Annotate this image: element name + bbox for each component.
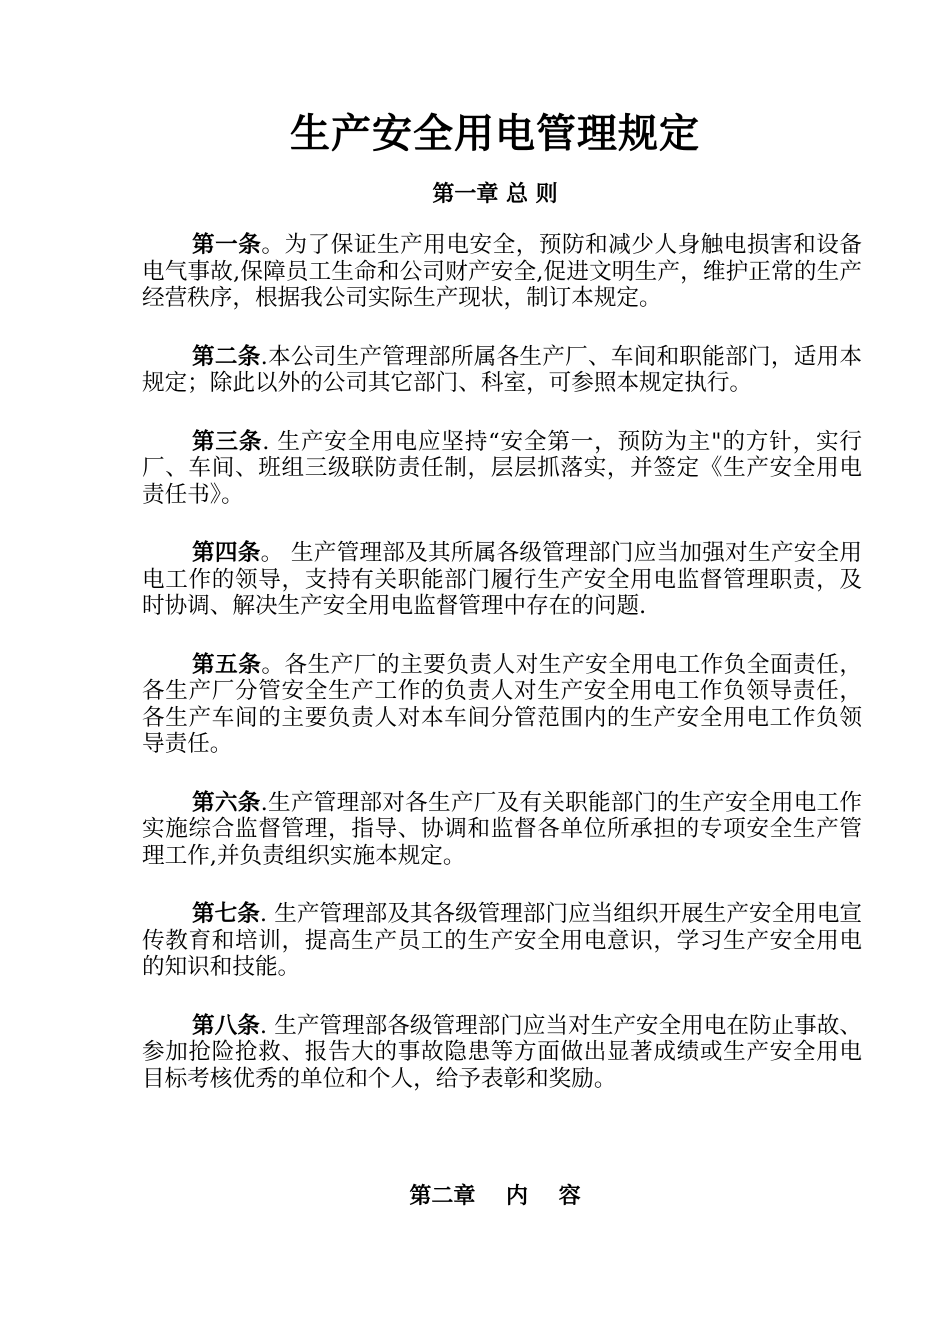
article-text: 。各生产厂的主要负责人对生产安全用电工作负全面责任，各生产厂分管安全生产工作的负责人对生产安全用电工作负领导责任，各生产车间的主要负责人对本车间分管范围内的生产安全用电工作负领导责任。 [142,651,863,757]
chapter-2-heading: 第二章 内 容 [409,1184,581,1209]
article-number: 第七条 [192,901,260,927]
article-list [142,232,862,1124]
article-number: 第三条 [192,428,263,455]
article-text: 。 生产管理部及其所属各级管理部门应当加强对生产安全用电工作的领导，支持有关职能部门履行生产安全用电监督管理职责，及时协调、解决生产安全用电监督管理中存在的问题. [142,540,863,619]
article-text: .生产管理部对各生产厂及有关职能部门的生产安全用电工作实施综合监督管理，指导、协调和监督各单位所承担的专项安全生产管理工作,并负责组织实施本规定。 [142,789,863,869]
article-text: . 生产管理部及其各级管理部门应当组织开展生产安全用电宣传教育和培训，提高生产员工的生产安全用电意识，学习生产安全用电的知识和技能。 [142,901,862,980]
chapter-1-heading: 第一章 总 则 [432,182,558,207]
article-8 [142,1013,862,1093]
article-4 [142,540,862,620]
article-number: 第五条 [192,651,262,678]
article-text: .本公司生产管理部所属各生产厂、车间和职能部门，适用本规定；除此以外的公司其它部门、科室，可参照本规定执行。 [142,343,863,396]
article-5 [142,652,862,758]
article-3 [142,429,862,509]
article-6 [142,790,862,870]
article-text: . 生产安全用电应坚持“安全第一，预防为主"的方针，实行厂、车间、班组三级联防责任制，层层抓落实，并签定《生产安全用电责任书》。 [142,428,862,508]
article-number: 第六条 [192,789,261,816]
article-text: 。为了保证生产用电安全，预防和减少人身触电损害和设备电气事故,保障员工生命和公司财产安全,促进文明生产，维护正常的生产经营秩序，根据我公司实际生产现状，制订本规定。 [142,232,863,311]
article-7 [142,901,862,981]
article-number: 第一条 [192,232,262,258]
article-text: . 生产管理部各级管理部门应当对生产安全用电在防止事故、参加抢险抢救、报告大的事故隐患等方面做出显著成绩或生产安全用电目标考核优秀的单位和个人，给予表彰和奖励。 [142,1012,862,1092]
document-title: 生产安全用电管理规定 [290,111,700,157]
article-1 [142,232,862,312]
article-number: 第八条 [192,1012,260,1039]
article-number: 第四条 [192,540,261,566]
article-number: 第二条 [192,343,261,370]
article-2 [142,344,862,397]
